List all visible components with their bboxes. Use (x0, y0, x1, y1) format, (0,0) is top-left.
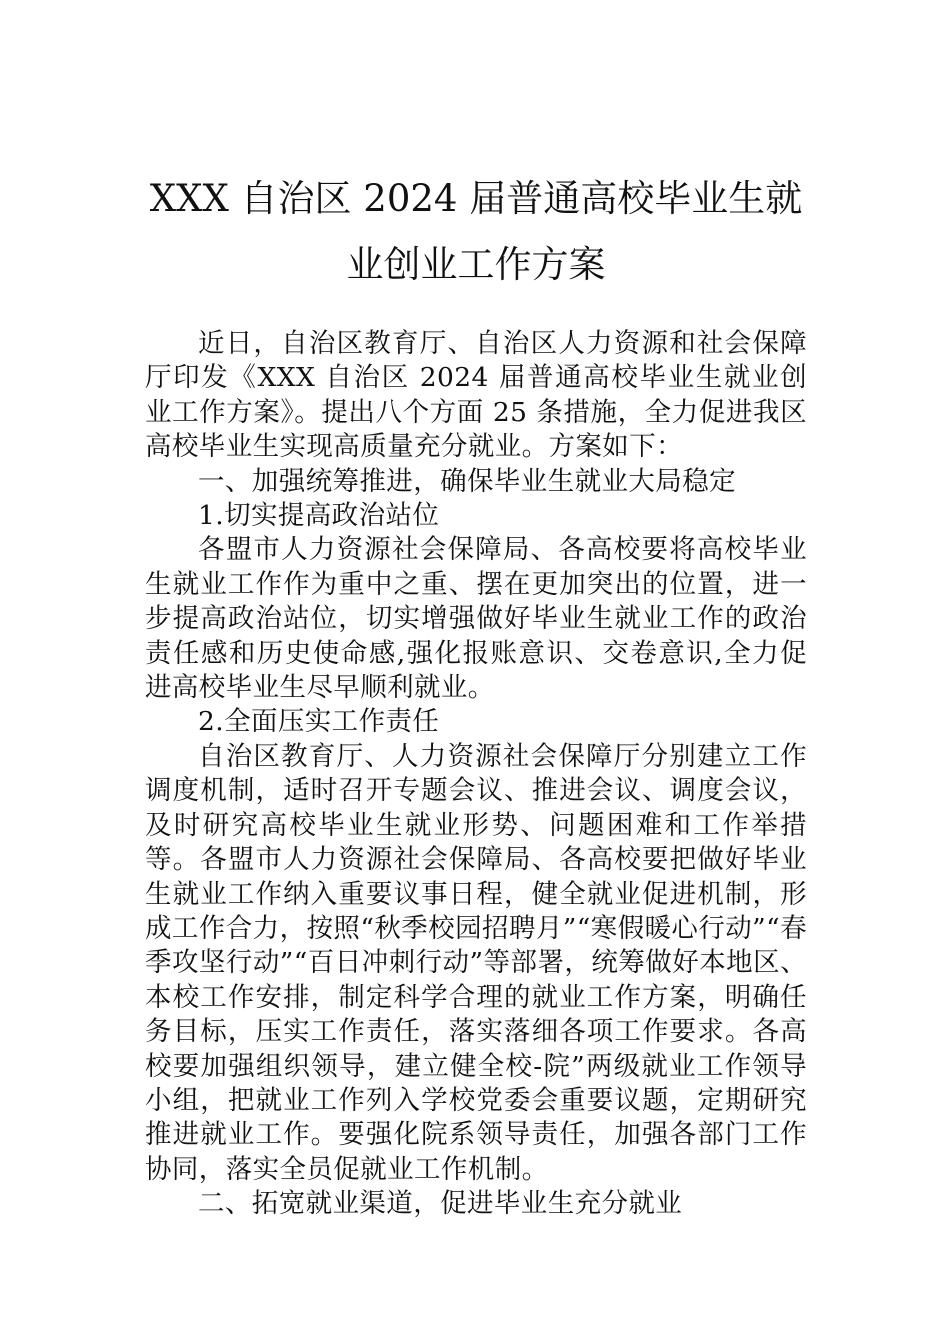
item-2-heading: 2.全面压实工作责任 (198, 706, 440, 738)
section-1-heading: 一、加强统筹推进，确保毕业生就业大局稳定 (198, 465, 736, 497)
item-1-paragraph: 各盟市人力资源社会保障局、各高校要将高校毕业生就业工作作为重中之重、摆在更加突出的位置，进一步提高政治站位，切实增强做好毕业生就业工作的政治责任感和历史使命感,强化报账意识、交卷意识,全力促进高校毕业生尽早顺利就业。 (145, 534, 807, 704)
document-title: XXX 自治区 2024 届普通高校毕业生就业创业工作方案 (149, 177, 803, 286)
item-1-heading: 1.切实提高政治站位 (198, 500, 440, 532)
section-2-heading: 二、拓宽就业渠道，促进毕业生充分就业 (198, 1188, 683, 1220)
intro-paragraph: 近日，自治区教育厅、自治区人力资源和社会保障厅印发《XXX 自治区 2024 届普通高校毕业生就业创业工作方案》。提出八个方面 25 条措施，全力促进我区高校毕业生实现高质量充分就业。方案如下： (145, 328, 807, 463)
item-2-paragraph: 自治区教育厅、人力资源社会保障厅分别建立工作调度机制，适时召开专题会议、推进会议、调度会议，及时研究高校毕业生就业形势、问题困难和工作举措等。各盟市人力资源社会保障局、各高校要把做好毕业生就业工作纳入重要议事日程，健全就业促进机制，形成工作合力，按照“秋季校园招聘月”“寒假暖心行动”“春季攻坚行动”“百日冲刺行动”等部署，统筹做好本地区、本校工作安排，制定科学合理的就业工作方案，明确任务目标，压实工作责任，落实落细各项工作要求。各高校要加强组织领导，建立健全校-院”两级就业工作领导小组，把就业工作列入学校党委会重要议题，定期研究推进就业工作。要强化院系领导责任，加强各部门工作协同，落实全员促就业工作机制。 (145, 740, 807, 1185)
document-body (145, 327, 807, 1222)
